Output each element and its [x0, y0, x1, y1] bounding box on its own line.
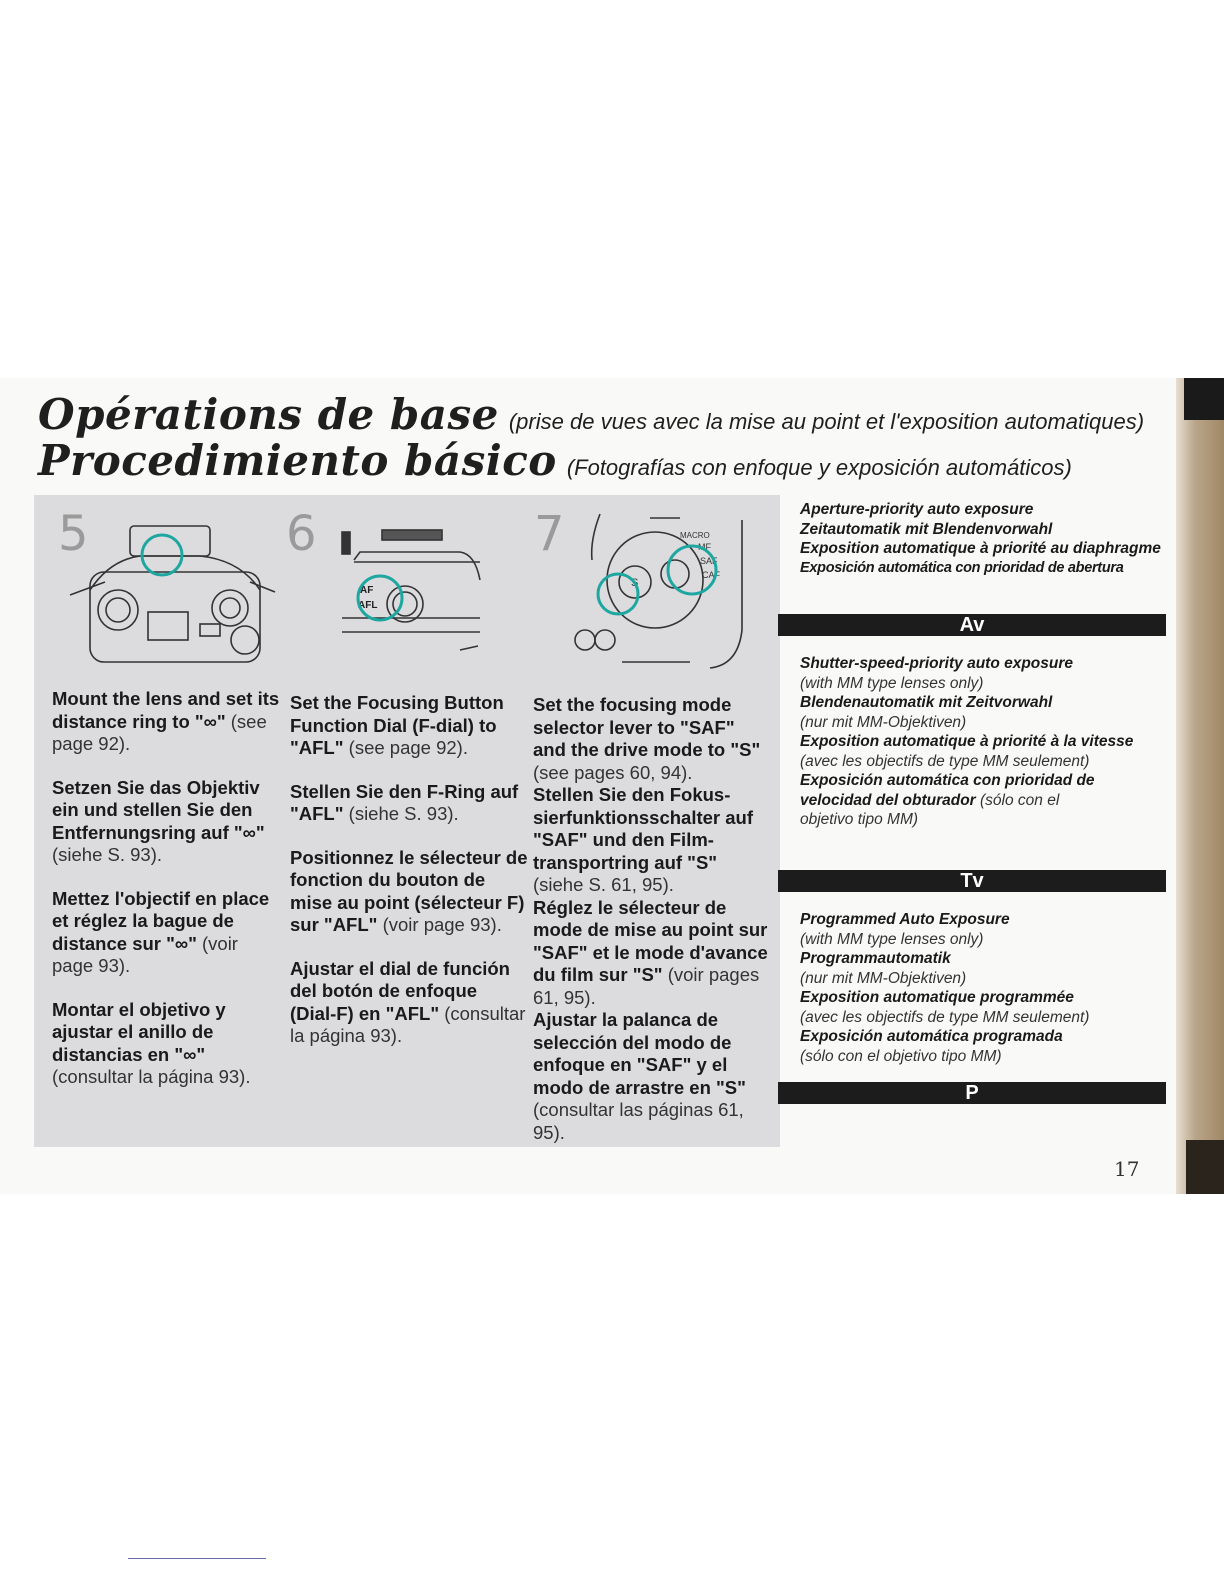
instruction-en: Mount the lens and set its distance ring to "∞" (see page 92). [52, 688, 280, 754]
instruction-de: Stellen Sie den Fokus-sierfunktionsschalter auf "SAF" und den Film-transportring auf "S" (siehe S. 61, 95). [533, 784, 754, 895]
mode-bar-av: Av [778, 614, 1166, 636]
page-number: 17 [1114, 1157, 1140, 1181]
step-5-text [52, 688, 282, 1110]
title-french [38, 390, 1144, 439]
dial-label-caf: CAF [702, 570, 720, 580]
title-french-sub: (prise de vues avec la mise au point et l'exposition automatiques) [508, 409, 1145, 434]
instruction-es: Ajustar la palanca de selección del modo de enfoque en "SAF" y el modo de arrastre en "S" (consultar las páginas 61, 95). [533, 1009, 746, 1143]
mode-av-description: Aperture-priority auto exposure Zeitautomatik mit Blendenvorwahl Exposition automatique à priorité au diaphragme Exposición automática con prioridad de abertura [800, 501, 1161, 576]
instruction-es: Montar el objetivo y ajustar el anillo de distancias en "∞" (consultar la página 93). [52, 998, 251, 1087]
step-number: 7 [534, 506, 565, 562]
page-edge [1176, 378, 1224, 1194]
footer-line [128, 1558, 266, 1559]
instruction-de: Stellen Sie den F-Ring auf "AFL" (siehe S. 93). [290, 780, 519, 824]
title-spanish-sub: (Fotografías con enfoque y exposición automáticos) [566, 455, 1072, 480]
instruction-en: Set the Focusing Button Function Dial (F-dial) to "AFL" (see page 92). [290, 692, 504, 758]
step-6-text [290, 692, 528, 1069]
step-6-illustration [286, 500, 530, 675]
step-number: 6 [286, 506, 317, 562]
step-number: 5 [58, 506, 89, 562]
mode-p-description: Programmed Auto Exposure (with MM type lenses only) Programmautomatik (nur mit MM-Objektiven) Exposition automatique programmée (avec les objectifs de type MM seulement) Exposición automática programada (sólo con el objetivo tipo MM) [800, 911, 1090, 1065]
dial-label-af: AF [360, 585, 374, 596]
instruction-de: Setzen Sie das Objektiv ein und stellen Sie den Entfernungsring auf "∞" (siehe S. 93). [52, 776, 265, 865]
mode-tv-description: Shutter-speed-priority auto exposure (with MM type lenses only) Blendenautomatik mit Zeitvorwahl (nur mit MM-Objektiven) Exposition automatique à priorité à la vitesse (avec les objectifs de type MM seulement) Exposición automática con prioridad de velocidad del obturador (sólo con el objetivo tipo MM) [800, 655, 1134, 828]
instruction-fr: Positionnez le sélecteur de fonction du bouton de mise au point (sélecteur F) sur "AFL" (voir page 93). [290, 846, 528, 935]
instruction-fr: Mettez l'objectif en place et réglez la bague de distance sur "∞" (voir page 93). [52, 887, 270, 976]
title-spanish-main: Procedimiento básico [38, 436, 557, 485]
step-5-illustration [50, 500, 290, 675]
step-7-illustration [530, 500, 770, 675]
dial-label-s: S [631, 577, 639, 589]
dial-label-macro: MACRO [680, 531, 710, 540]
title-spanish [38, 436, 1072, 485]
title-french-main: Opérations de base [38, 390, 499, 439]
instruction-fr: Réglez le sélecteur de mode de mise au point sur "SAF" et le mode d'avance du film sur "S" (voir pages 61, 95). [533, 896, 768, 1008]
highlight-circle-s [598, 574, 638, 614]
instruction-es: Ajustar el dial de función del botón de enfoque (Dial-F) en "AFL" (consultar la página 93). [290, 957, 526, 1046]
mode-bar-tv: Tv [778, 870, 1166, 892]
instruction-en: Set the focusing mode selector lever to "SAF" and the drive mode to "S" (see pages 60, 94). [533, 694, 761, 783]
dial-label-mf: MF [698, 542, 711, 552]
mode-bar-p: P [778, 1082, 1166, 1104]
step-7-text [533, 694, 769, 1144]
dial-label-saf: SAF [700, 556, 718, 566]
highlight-circle [142, 535, 182, 575]
dial-label-afl: AFL [358, 600, 378, 611]
